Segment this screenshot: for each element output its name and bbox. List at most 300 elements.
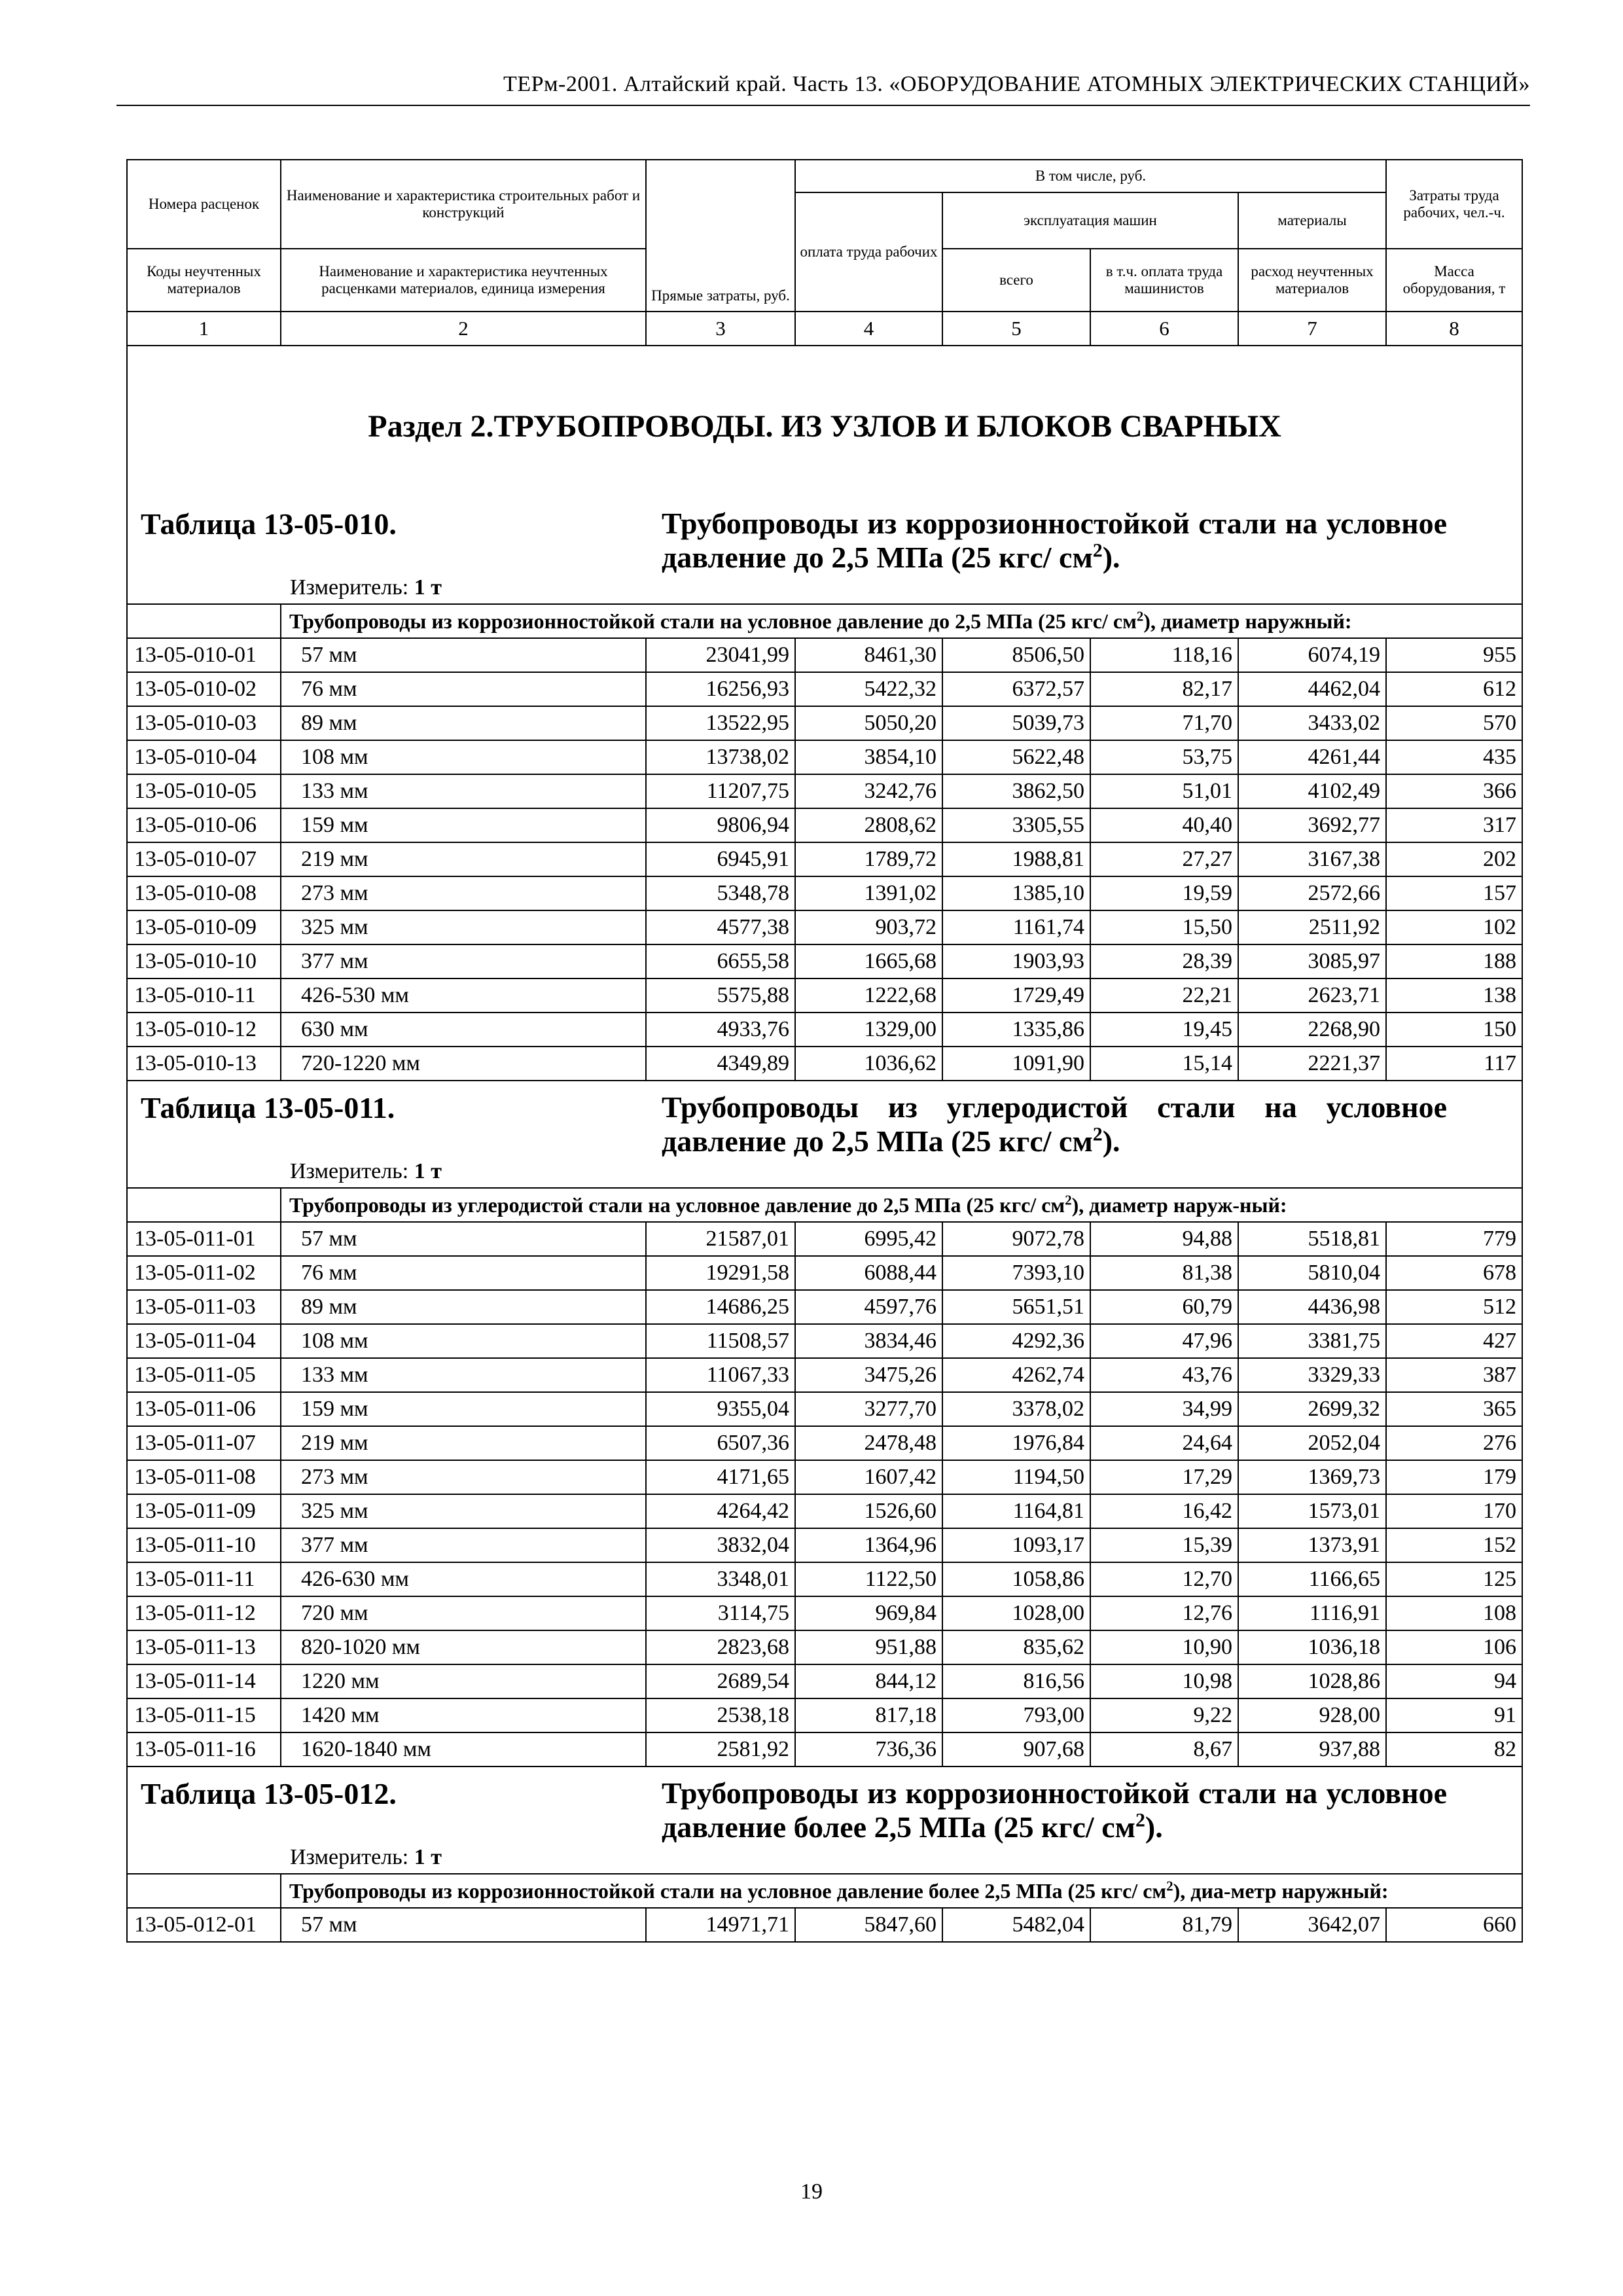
table-number: Таблица 13-05-010. — [141, 507, 397, 541]
column-number: 1 — [127, 312, 281, 346]
value-c4: 2478,48 — [795, 1426, 942, 1460]
value-c4: 3277,70 — [795, 1392, 942, 1426]
value-c4: 1526,60 — [795, 1494, 942, 1528]
value-c5: 1335,86 — [942, 1013, 1090, 1047]
table-row — [127, 1528, 1522, 1562]
value-c4: 736,36 — [795, 1732, 942, 1767]
value-c8: 91 — [1386, 1698, 1522, 1732]
value-c7: 2623,71 — [1238, 978, 1386, 1013]
value-c8: 276 — [1386, 1426, 1522, 1460]
value-c6: 15,50 — [1090, 910, 1238, 944]
value-c7: 5518,81 — [1238, 1222, 1386, 1256]
value-c6: 17,29 — [1090, 1460, 1238, 1494]
table-heading — [128, 1767, 1522, 1844]
value-c5: 6372,57 — [942, 672, 1090, 706]
work-name: 630 мм — [281, 1013, 646, 1047]
work-name: 219 мм — [281, 1426, 646, 1460]
work-name: 159 мм — [281, 808, 646, 842]
header-col7: расход неучтенных материалов — [1238, 249, 1386, 312]
rate-code: 13-05-011-11 — [127, 1562, 281, 1596]
value-c5: 1988,81 — [942, 842, 1090, 876]
work-name: 377 мм — [281, 944, 646, 978]
value-c7: 6074,19 — [1238, 638, 1386, 672]
column-number: 8 — [1386, 312, 1522, 346]
value-c4: 969,84 — [795, 1596, 942, 1630]
table-heading — [128, 1081, 1522, 1158]
value-c3: 2581,92 — [646, 1732, 795, 1767]
value-c5: 5622,48 — [942, 740, 1090, 774]
value-c6: 94,88 — [1090, 1222, 1238, 1256]
rate-code: 13-05-010-05 — [127, 774, 281, 808]
table-title-end: ). — [1102, 541, 1120, 574]
value-c7: 2511,92 — [1238, 910, 1386, 944]
value-c3: 21587,01 — [646, 1222, 795, 1256]
value-c3: 6655,58 — [646, 944, 795, 978]
value-c6: 81,38 — [1090, 1256, 1238, 1290]
table-row — [127, 1460, 1522, 1494]
table-meter — [128, 1844, 1522, 1873]
table-row — [127, 1562, 1522, 1596]
table-title — [662, 1090, 1447, 1158]
group-heading — [281, 1874, 1522, 1908]
table-row — [127, 672, 1522, 706]
value-c5: 835,62 — [942, 1630, 1090, 1664]
header-col8-top: Затраты труда рабочих, чел.-ч. — [1386, 160, 1522, 249]
value-c6: 71,70 — [1090, 706, 1238, 740]
value-c3: 2823,68 — [646, 1630, 795, 1664]
value-c8: 179 — [1386, 1460, 1522, 1494]
work-name: 159 мм — [281, 1392, 646, 1426]
table-number: Таблица 13-05-012. — [141, 1777, 397, 1810]
value-c4: 3242,76 — [795, 774, 942, 808]
rate-code: 13-05-010-06 — [127, 808, 281, 842]
value-c5: 1976,84 — [942, 1426, 1090, 1460]
group-heading-superscript: 2 — [1166, 1878, 1173, 1894]
value-c3: 5348,78 — [646, 876, 795, 910]
value-c8: 955 — [1386, 638, 1522, 672]
group-heading-text: Трубопроводы из коррозионностойкой стали на условное давление до 2,5 МПа (25 кгс/ см — [289, 609, 1137, 633]
rate-code: 13-05-011-10 — [127, 1528, 281, 1562]
table-row — [127, 1426, 1522, 1460]
value-c8: 138 — [1386, 978, 1522, 1013]
value-c4: 3834,46 — [795, 1324, 942, 1358]
group-heading-end: ), диаметр наружный: — [1143, 609, 1352, 633]
meter-label: Измеритель: — [290, 1159, 409, 1183]
table-row — [127, 910, 1522, 944]
work-name: 219 мм — [281, 842, 646, 876]
value-c5: 1194,50 — [942, 1460, 1090, 1494]
rate-code: 13-05-010-03 — [127, 706, 281, 740]
value-c7: 1573,01 — [1238, 1494, 1386, 1528]
table-number: Таблица 13-05-011. — [141, 1091, 395, 1124]
value-c5: 1161,74 — [942, 910, 1090, 944]
work-name: 1620-1840 мм — [281, 1732, 646, 1767]
header-rule — [116, 105, 1530, 106]
value-c7: 2572,66 — [1238, 876, 1386, 910]
table-heading — [128, 497, 1522, 575]
value-c4: 5422,32 — [795, 672, 942, 706]
value-c3: 4264,42 — [646, 1494, 795, 1528]
value-c4: 817,18 — [795, 1698, 942, 1732]
table-row — [127, 1630, 1522, 1664]
work-name: 720 мм — [281, 1596, 646, 1630]
table-row — [127, 1908, 1522, 1942]
work-name: 1420 мм — [281, 1698, 646, 1732]
value-c5: 4292,36 — [942, 1324, 1090, 1358]
work-name: 57 мм — [281, 1222, 646, 1256]
value-c6: 40,40 — [1090, 808, 1238, 842]
value-c8: 317 — [1386, 808, 1522, 842]
meter-label: Измеритель: — [290, 575, 409, 600]
table-row — [127, 978, 1522, 1013]
group-heading-end: ), диаметр наруж-ный: — [1071, 1193, 1287, 1217]
value-c8: 660 — [1386, 1908, 1522, 1942]
value-c4: 3854,10 — [795, 740, 942, 774]
value-c7: 3167,38 — [1238, 842, 1386, 876]
value-c7: 3642,07 — [1238, 1908, 1386, 1942]
work-name: 720-1220 мм — [281, 1047, 646, 1081]
value-c4: 1789,72 — [795, 842, 942, 876]
table-row — [127, 842, 1522, 876]
work-name: 377 мм — [281, 1528, 646, 1562]
rate-code: 13-05-010-13 — [127, 1047, 281, 1081]
table-row — [127, 740, 1522, 774]
value-c4: 6995,42 — [795, 1222, 942, 1256]
table-row — [127, 638, 1522, 672]
value-c5: 3378,02 — [942, 1392, 1090, 1426]
value-c5: 1164,81 — [942, 1494, 1090, 1528]
table-row — [127, 1324, 1522, 1358]
value-c7: 2221,37 — [1238, 1047, 1386, 1081]
value-c5: 9072,78 — [942, 1222, 1090, 1256]
rate-code: 13-05-011-09 — [127, 1494, 281, 1528]
header-machines: эксплуатация машин — [942, 192, 1238, 249]
rates-table — [126, 159, 1523, 1943]
value-c3: 11207,75 — [646, 774, 795, 808]
value-c3: 4577,38 — [646, 910, 795, 944]
value-c8: 387 — [1386, 1358, 1522, 1392]
value-c3: 2689,54 — [646, 1664, 795, 1698]
value-c3: 3348,01 — [646, 1562, 795, 1596]
column-number: 4 — [795, 312, 942, 346]
table-row — [127, 1222, 1522, 1256]
rate-code: 13-05-011-14 — [127, 1664, 281, 1698]
value-c6: 43,76 — [1090, 1358, 1238, 1392]
table-block — [127, 1767, 1522, 1874]
column-number: 5 — [942, 312, 1090, 346]
value-c6: 34,99 — [1090, 1392, 1238, 1426]
header-col4: оплата труда рабочих — [795, 192, 942, 312]
value-c8: 366 — [1386, 774, 1522, 808]
value-c5: 5039,73 — [942, 706, 1090, 740]
group-heading-text: Трубопроводы из коррозионностойкой стали на условное давление более 2,5 МПа (25 кгс/ см — [289, 1879, 1167, 1903]
value-c3: 11067,33 — [646, 1358, 795, 1392]
value-c3: 16256,93 — [646, 672, 795, 706]
work-name: 820-1020 мм — [281, 1630, 646, 1664]
value-c8: 106 — [1386, 1630, 1522, 1664]
value-c3: 2538,18 — [646, 1698, 795, 1732]
value-c7: 4436,98 — [1238, 1290, 1386, 1324]
rate-code: 13-05-010-10 — [127, 944, 281, 978]
value-c6: 15,14 — [1090, 1047, 1238, 1081]
value-c8: 188 — [1386, 944, 1522, 978]
table-title — [662, 507, 1447, 575]
value-c7: 1373,91 — [1238, 1528, 1386, 1562]
column-number: 3 — [646, 312, 795, 346]
value-c3: 23041,99 — [646, 638, 795, 672]
value-c6: 19,59 — [1090, 876, 1238, 910]
value-c5: 5651,51 — [942, 1290, 1090, 1324]
rate-code: 13-05-011-02 — [127, 1256, 281, 1290]
value-c3: 13522,95 — [646, 706, 795, 740]
table-row — [127, 876, 1522, 910]
value-c8: 108 — [1386, 1596, 1522, 1630]
rate-code: 13-05-011-12 — [127, 1596, 281, 1630]
table-row — [127, 1013, 1522, 1047]
rate-code: 13-05-011-03 — [127, 1290, 281, 1324]
value-c4: 5050,20 — [795, 706, 942, 740]
table-row — [127, 944, 1522, 978]
rate-code: 13-05-010-11 — [127, 978, 281, 1013]
value-c3: 9806,94 — [646, 808, 795, 842]
work-name: 57 мм — [281, 638, 646, 672]
table-title-text: Трубопроводы из углеродистой стали на условное давление до 2,5 МПа (25 кгс/ см — [662, 1090, 1447, 1158]
group-heading-end: ), диа-метр наружный: — [1173, 1879, 1389, 1903]
value-c5: 3305,55 — [942, 808, 1090, 842]
value-c7: 3692,77 — [1238, 808, 1386, 842]
work-name: 325 мм — [281, 1494, 646, 1528]
meter-value: 1 т — [414, 575, 442, 600]
value-c8: 779 — [1386, 1222, 1522, 1256]
value-c3: 6507,36 — [646, 1426, 795, 1460]
rate-code: 13-05-011-13 — [127, 1630, 281, 1664]
rate-code: 13-05-011-08 — [127, 1460, 281, 1494]
work-name: 108 мм — [281, 740, 646, 774]
value-c6: 60,79 — [1090, 1290, 1238, 1324]
header-col2-top: Наименование и характеристика строительных работ и конструкций — [281, 160, 646, 249]
table-row — [127, 1047, 1522, 1081]
work-name: 133 мм — [281, 774, 646, 808]
rate-code: 13-05-010-07 — [127, 842, 281, 876]
value-c7: 3433,02 — [1238, 706, 1386, 740]
header-col1-top: Номера расценок — [127, 160, 281, 249]
work-name: 133 мм — [281, 1358, 646, 1392]
value-c5: 1091,90 — [942, 1047, 1090, 1081]
value-c7: 4102,49 — [1238, 774, 1386, 808]
rate-code: 13-05-011-04 — [127, 1324, 281, 1358]
value-c8: 512 — [1386, 1290, 1522, 1324]
value-c7: 3085,97 — [1238, 944, 1386, 978]
table-title-superscript: 2 — [1092, 539, 1103, 562]
table-row — [127, 808, 1522, 842]
value-c5: 7393,10 — [942, 1256, 1090, 1290]
table-row — [127, 1494, 1522, 1528]
table-row — [127, 1290, 1522, 1324]
rate-code: 13-05-011-05 — [127, 1358, 281, 1392]
table-row — [127, 1664, 1522, 1698]
table-title-superscript: 2 — [1135, 1809, 1145, 1831]
value-c5: 1903,93 — [942, 944, 1090, 978]
value-c8: 82 — [1386, 1732, 1522, 1767]
value-c6: 15,39 — [1090, 1528, 1238, 1562]
value-c5: 4262,74 — [942, 1358, 1090, 1392]
group-heading-superscript: 2 — [1065, 1193, 1072, 1208]
table-row — [127, 706, 1522, 740]
work-name: 57 мм — [281, 1908, 646, 1942]
table-row — [127, 1392, 1522, 1426]
work-name: 426-630 мм — [281, 1562, 646, 1596]
value-c3: 3114,75 — [646, 1596, 795, 1630]
value-c6: 12,76 — [1090, 1596, 1238, 1630]
column-number: 2 — [281, 312, 646, 346]
value-c5: 1729,49 — [942, 978, 1090, 1013]
value-c8: 435 — [1386, 740, 1522, 774]
value-c6: 53,75 — [1090, 740, 1238, 774]
table-row — [127, 1698, 1522, 1732]
section-title: Раздел 2.ТРУБОПРОВОДЫ. ИЗ УЗЛОВ И БЛОКОВ СВАРНЫХ — [368, 409, 1281, 444]
value-c8: 152 — [1386, 1528, 1522, 1562]
work-name: 89 мм — [281, 1290, 646, 1324]
value-c8: 125 — [1386, 1562, 1522, 1596]
table-title-text: Трубопроводы из коррозионностойкой стали на условное давление до 2,5 МПа (25 кгс/ см — [662, 507, 1447, 574]
group-heading — [281, 1188, 1522, 1222]
work-name: 1220 мм — [281, 1664, 646, 1698]
rate-code: 13-05-011-16 — [127, 1732, 281, 1767]
rate-code: 13-05-011-06 — [127, 1392, 281, 1426]
value-c4: 903,72 — [795, 910, 942, 944]
group-heading-text: Трубопроводы из углеродистой стали на условное давление до 2,5 МПа (25 кгс/ см — [289, 1193, 1065, 1217]
rate-code: 13-05-010-08 — [127, 876, 281, 910]
value-c7: 1028,86 — [1238, 1664, 1386, 1698]
value-c4: 8461,30 — [795, 638, 942, 672]
group-code-cell — [127, 604, 281, 638]
value-c6: 82,17 — [1090, 672, 1238, 706]
table-row — [127, 774, 1522, 808]
rate-code: 13-05-011-01 — [127, 1222, 281, 1256]
table-row — [127, 1596, 1522, 1630]
value-c4: 1122,50 — [795, 1562, 942, 1596]
table-title — [662, 1776, 1447, 1844]
header-col6: в т.ч. оплата труда машинистов — [1090, 249, 1238, 312]
work-name: 426-530 мм — [281, 978, 646, 1013]
table-row — [127, 1256, 1522, 1290]
value-c4: 6088,44 — [795, 1256, 942, 1290]
page-number: 19 — [800, 2179, 823, 2204]
work-name: 89 мм — [281, 706, 646, 740]
value-c6: 81,79 — [1090, 1908, 1238, 1942]
work-name: 325 мм — [281, 910, 646, 944]
value-c5: 1385,10 — [942, 876, 1090, 910]
value-c5: 5482,04 — [942, 1908, 1090, 1942]
header-col8-bottom: Масса оборудования, т — [1386, 249, 1522, 312]
value-c6: 9,22 — [1090, 1698, 1238, 1732]
value-c5: 8506,50 — [942, 638, 1090, 672]
value-c7: 5810,04 — [1238, 1256, 1386, 1290]
value-c6: 118,16 — [1090, 638, 1238, 672]
value-c4: 5847,60 — [795, 1908, 942, 1942]
value-c8: 678 — [1386, 1256, 1522, 1290]
value-c8: 157 — [1386, 876, 1522, 910]
value-c7: 1036,18 — [1238, 1630, 1386, 1664]
value-c6: 12,70 — [1090, 1562, 1238, 1596]
value-c5: 907,68 — [942, 1732, 1090, 1767]
table-title-end: ). — [1145, 1810, 1163, 1844]
group-code-cell — [127, 1188, 281, 1222]
value-c6: 10,98 — [1090, 1664, 1238, 1698]
value-c8: 570 — [1386, 706, 1522, 740]
value-c8: 612 — [1386, 672, 1522, 706]
table-title-superscript: 2 — [1092, 1123, 1103, 1145]
value-c8: 202 — [1386, 842, 1522, 876]
rate-code: 13-05-010-02 — [127, 672, 281, 706]
group-heading — [281, 604, 1522, 638]
group-heading-superscript: 2 — [1136, 609, 1144, 624]
value-c5: 793,00 — [942, 1698, 1090, 1732]
value-c4: 951,88 — [795, 1630, 942, 1664]
value-c3: 6945,91 — [646, 842, 795, 876]
meter-value: 1 т — [414, 1845, 442, 1869]
value-c6: 47,96 — [1090, 1324, 1238, 1358]
value-c6: 8,67 — [1090, 1732, 1238, 1767]
value-c5: 1093,17 — [942, 1528, 1090, 1562]
value-c3: 4349,89 — [646, 1047, 795, 1081]
value-c3: 13738,02 — [646, 740, 795, 774]
value-c3: 4933,76 — [646, 1013, 795, 1047]
work-name: 273 мм — [281, 1460, 646, 1494]
value-c6: 51,01 — [1090, 774, 1238, 808]
value-c7: 1116,91 — [1238, 1596, 1386, 1630]
value-c4: 1665,68 — [795, 944, 942, 978]
rate-code: 13-05-011-07 — [127, 1426, 281, 1460]
section-block — [127, 346, 1522, 604]
work-name: 273 мм — [281, 876, 646, 910]
table-title-text: Трубопроводы из коррозионностойкой стали на условное давление более 2,5 МПа (25 кгс/ см — [662, 1776, 1447, 1844]
meter-label: Измеритель: — [290, 1845, 409, 1869]
table-meter — [128, 1158, 1522, 1187]
value-c3: 11508,57 — [646, 1324, 795, 1358]
value-c7: 2268,90 — [1238, 1013, 1386, 1047]
table-row — [127, 1358, 1522, 1392]
value-c3: 9355,04 — [646, 1392, 795, 1426]
rate-code: 13-05-010-12 — [127, 1013, 281, 1047]
value-c8: 150 — [1386, 1013, 1522, 1047]
value-c8: 365 — [1386, 1392, 1522, 1426]
value-c4: 2808,62 — [795, 808, 942, 842]
rate-code: 13-05-010-04 — [127, 740, 281, 774]
value-c5: 1028,00 — [942, 1596, 1090, 1630]
work-name: 108 мм — [281, 1324, 646, 1358]
value-c4: 1329,00 — [795, 1013, 942, 1047]
value-c8: 427 — [1386, 1324, 1522, 1358]
value-c3: 14686,25 — [646, 1290, 795, 1324]
value-c5: 1058,86 — [942, 1562, 1090, 1596]
value-c3: 14971,71 — [646, 1908, 795, 1942]
value-c4: 4597,76 — [795, 1290, 942, 1324]
value-c5: 3862,50 — [942, 774, 1090, 808]
meter-value: 1 т — [414, 1159, 442, 1183]
group-code-cell — [127, 1874, 281, 1908]
value-c7: 4462,04 — [1238, 672, 1386, 706]
value-c7: 2699,32 — [1238, 1392, 1386, 1426]
value-c6: 10,90 — [1090, 1630, 1238, 1664]
value-c3: 3832,04 — [646, 1528, 795, 1562]
value-c4: 3475,26 — [795, 1358, 942, 1392]
value-c6: 22,21 — [1090, 978, 1238, 1013]
rate-code: 13-05-010-09 — [127, 910, 281, 944]
value-c7: 3329,33 — [1238, 1358, 1386, 1392]
running-header: ТЕРм-2001. Алтайский край. Часть 13. «ОБОРУДОВАНИЕ АТОМНЫХ ЭЛЕКТРИЧЕСКИХ СТАНЦИЙ» — [503, 72, 1530, 96]
table-meter — [128, 575, 1522, 603]
